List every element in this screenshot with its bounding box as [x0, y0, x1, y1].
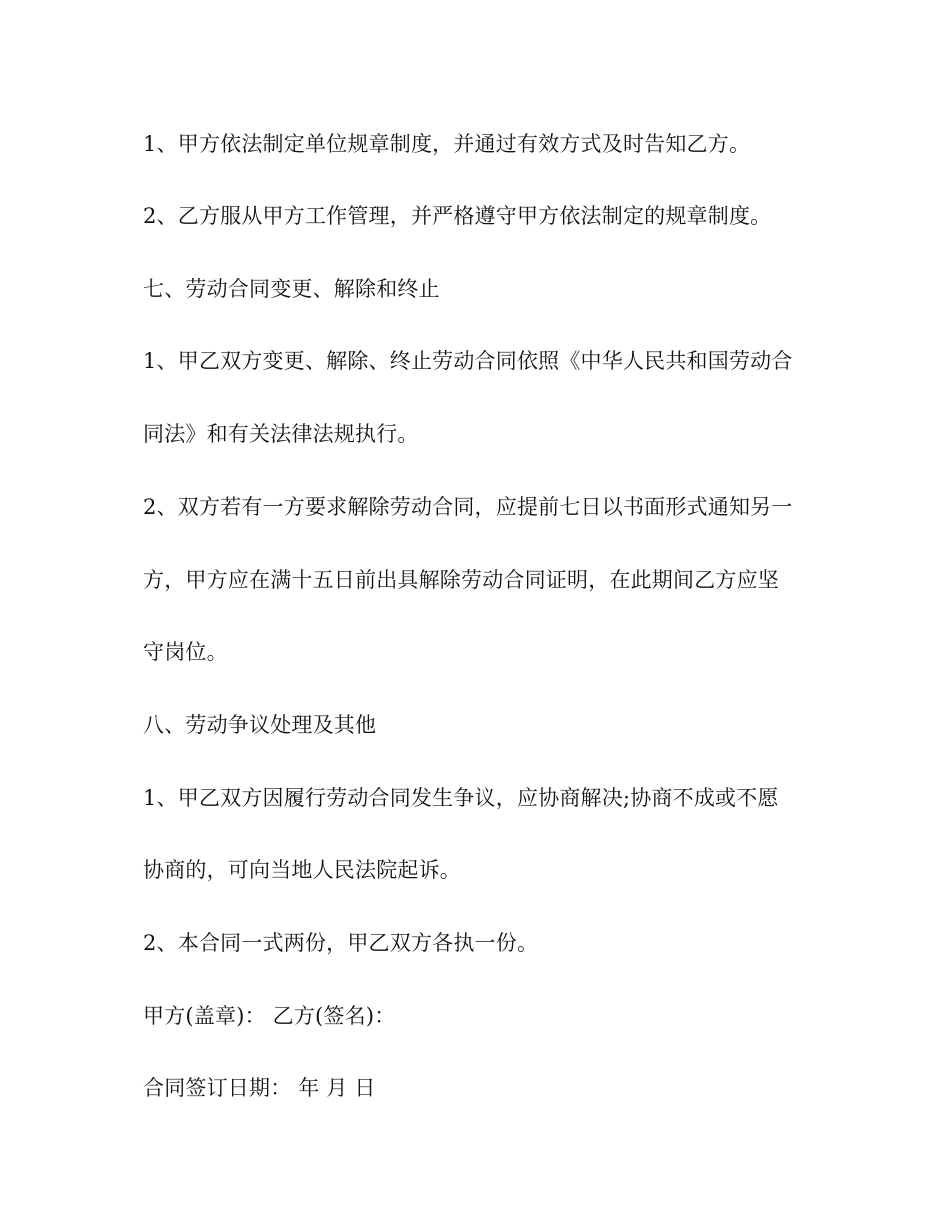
- section-heading-7: 七、劳动合同变更、解除和终止: [143, 277, 440, 301]
- clause-9-item-2: 2、本合同一式两份，甲乙双方各执一份。: [143, 931, 539, 955]
- signature-line: 甲方(盖章)： 乙方(签名)：: [143, 1004, 396, 1028]
- clause-7-item-1: 1、甲方依法制定单位规章制度，并通过有效方式及时告知乙方。: [143, 132, 751, 156]
- section-heading-8: 八、劳动争议处理及其他: [143, 713, 377, 737]
- clause-9-item-1-line-2: 协商的，可向当地人民法院起诉。: [143, 858, 461, 882]
- clause-8-item-2-line-1: 2、双方若有一方要求解除劳动合同，应提前七日以书面形式通知另一: [143, 495, 793, 519]
- clause-8-item-2-line-3: 守岗位。: [143, 640, 228, 664]
- clause-9-item-1-line-1: 1、甲乙双方因履行劳动合同发生争议，应协商解决;协商不成或不愿: [143, 786, 779, 810]
- signing-date-line: 合同签订日期： 年 月 日: [143, 1076, 376, 1100]
- clause-8-item-2-line-2: 方，甲方应在满十五日前出具解除劳动合同证明，在此期间乙方应坚: [143, 568, 779, 592]
- clause-8-item-1-line-2: 同法》和有关法律法规执行。: [143, 422, 419, 446]
- clause-7-item-2: 2、乙方服从甲方工作管理，并严格遵守甲方依法制定的规章制度。: [143, 204, 772, 228]
- clause-8-item-1-line-1: 1、甲乙双方变更、解除、终止劳动合同依照《中华人民共和国劳动合: [143, 349, 793, 373]
